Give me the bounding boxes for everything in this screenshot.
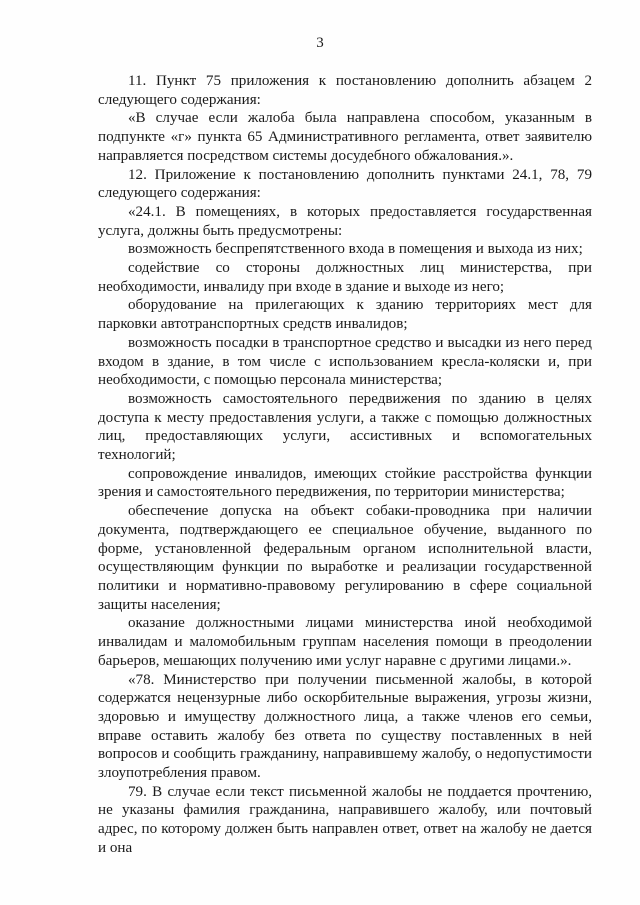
page-number: 3 bbox=[316, 35, 324, 51]
list-item-guide-dog: обеспечение допуска на объект собаки-проводника при наличии документа, подтверждающего ее специальное обучение, выданного по форме, установленной федеральным органом исполнительной власти, осуществляющим функции по выработке и реализации государственной политики и нормативно-правовому регулированию в сфере социальной защиты населения; bbox=[98, 503, 592, 613]
paragraph-78: «78. Министерство при получении письменной жалобы, в которой содержатся нецензурные либо оскорбительные выражения, угрозы жизни, здоровью и имуществу должностного лица, а также членов его семьи, вправе оставить жалобу без ответа по существу поставленных в ней вопросов и сообщить гражданину, направившему жалобу, о недопустимости злоупотребления правом. bbox=[98, 671, 592, 782]
paragraph-11-quote: «В случае если жалоба была направлена способом, указанным в подпункте «г» пункта 65 Административного регламента, ответ заявителю направляется посредством системы досудебного обжалования.». bbox=[98, 110, 592, 164]
paragraph-12: 12. Приложение к постановлению дополнить пунктами 24.1, 78, 79 следующего содержания: bbox=[98, 166, 592, 202]
list-item-assistance: содействие со стороны должностных лиц министерства, при необходимости, инвалиду при входе в здание и выходе из него; bbox=[98, 260, 592, 295]
list-item-parking: оборудование на прилегающих к зданию территориях мест для парковки автотранспортных средств инвалидов; bbox=[98, 297, 592, 333]
paragraph-79: 79. В случае если текст письменной жалобы не поддается прочтению, не указаны фамилия гражданина, направившего жалобу, или почтовый адрес, по которому должен быть направлен ответ, ответ на жалобу не дается и она bbox=[98, 783, 592, 856]
document-body bbox=[98, 72, 592, 858]
paragraph-24-1: «24.1. В помещениях, в которых предоставляется государственная услуга, должны быть предусмотрены: bbox=[98, 203, 592, 239]
paragraph-11: 11. Пункт 75 приложения к постановлению дополнить абзацем 2 следующего содержания: bbox=[98, 73, 592, 108]
list-item-escort: сопровождение инвалидов, имеющих стойкие расстройства функции зрения и самостоятельного передвижения, по территории министерства; bbox=[98, 465, 592, 501]
list-item-boarding: возможность посадки в транспортное средство и высадки из него перед входом в здание, в том числе с использованием кресла-коляски и, при необходимости, с помощью персонала министерства; bbox=[98, 334, 592, 389]
list-item-movement: возможность самостоятельного передвижения по зданию в целях доступа к месту предоставления услуги, а также с помощью должностных лиц, предоставляющих услуги, ассистивных и вспомогательных технологий; bbox=[98, 390, 592, 464]
list-item-entrance: возможность беспрепятственного входа в помещения и выхода из них; bbox=[128, 241, 583, 258]
list-item-other-help: оказание должностными лицами министерства иной необходимой инвалидам и маломобильным группам населения помощи в преодолении барьеров, мешающих получению ими услуг наравне с другими лицами.». bbox=[98, 615, 592, 669]
